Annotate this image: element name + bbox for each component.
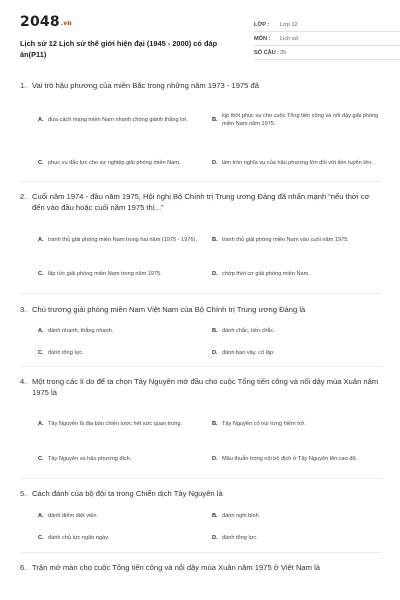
meta-value: Lớp 12 (280, 21, 298, 28)
meta-label: SỐ CÂU : (254, 49, 280, 56)
question-3 (20, 304, 382, 315)
option-d[interactable] (212, 447, 384, 471)
option-text: làm tròn nghĩa vụ của hậu phương lớn đối với tiền tuyến lớn. (222, 159, 373, 166)
option-a[interactable] (38, 511, 198, 521)
question-text: Cách đánh của bộ đội ta trong Chiến dịch Tây Nguyên là (32, 489, 223, 498)
question-divider (20, 478, 382, 479)
question-number: 4. (20, 377, 27, 386)
option-a[interactable] (38, 228, 198, 252)
question-number: 1. (20, 81, 27, 90)
meta-label: LỚP : (254, 21, 270, 28)
option-a[interactable] (38, 108, 198, 132)
option-text: tranh thủ giải phóng miền Nam trong hai năm (1975 - 1976). (48, 236, 197, 243)
option-d[interactable] (212, 151, 384, 175)
option-c[interactable] (38, 348, 198, 358)
option-c[interactable] (38, 453, 198, 465)
option-letter: C. (38, 159, 44, 166)
option-letter: C. (38, 349, 44, 356)
option-d[interactable] (212, 262, 384, 286)
option-c[interactable] (38, 262, 198, 286)
question-number: 5. (20, 489, 27, 498)
meta-value: 35 (280, 49, 287, 56)
question-text: Chủ trương giải phóng miền Nam Việt Nam của Bộ Chính trị Trung ương Đảng là (32, 305, 306, 314)
option-letter: B. (212, 236, 218, 243)
option-letter: C. (38, 270, 44, 277)
option-letter: B. (212, 116, 218, 123)
option-letter: D. (212, 159, 218, 166)
option-a[interactable] (38, 326, 198, 336)
question-divider (20, 293, 382, 294)
option-letter: C. (38, 455, 44, 462)
question-4 (20, 376, 382, 398)
option-letter: A. (38, 236, 44, 243)
question-5 (20, 488, 382, 499)
option-d[interactable] (212, 348, 384, 358)
option-text: đưa cách mạng miền Nam nhanh chóng giành thắng lợi. (48, 116, 188, 123)
option-text: phục vụ đắc lực cho sự nghiệp giải phóng miền Nam. (48, 159, 181, 166)
option-letter: B. (212, 327, 218, 334)
question-text: Một trong các lí do để ta chọn Tây Nguyên mở đầu cho cuộc Tổng tiến công và nổi dậy mùa Xuân năm 1975 là (32, 377, 379, 397)
logo-main: 2048 (20, 14, 60, 30)
question-1 (20, 80, 382, 91)
question-number: 2. (20, 192, 27, 201)
logo-suffix: .vn (60, 20, 72, 27)
question-stem (20, 562, 382, 573)
option-text: đánh chủ lực ngăn ngày. (48, 534, 110, 541)
option-a[interactable] (38, 412, 198, 436)
option-letter: B. (212, 420, 218, 427)
question-stem (20, 80, 382, 91)
document-header (20, 14, 382, 60)
option-letter: A. (38, 420, 44, 427)
option-text: kịp thời phục vụ cho cuộc Tổng tiến công và nổi dậy giải phóng miền Nam năm 1975. (222, 112, 379, 127)
option-b[interactable] (212, 104, 384, 136)
question-2 (20, 191, 382, 213)
option-letter: D. (212, 270, 218, 277)
option-d[interactable] (212, 533, 384, 543)
option-text: Tây Nguyên xa hậu phương địch. (48, 455, 132, 462)
meta-value: Lịch sử (280, 35, 299, 42)
document-title: Lịch sử 12 Lịch sử thế giới hiện đại (1945 - 2000) có đáp án(P11) (20, 39, 218, 59)
option-text: đánh tổng lực. (222, 534, 258, 541)
meta-label: MÔN : (254, 35, 271, 42)
question-stem (20, 304, 382, 315)
option-text: Tây Nguyên có núi rừng hiểm trở. (222, 420, 306, 427)
option-letter: A. (38, 116, 44, 123)
option-c[interactable] (38, 151, 198, 175)
document-meta (254, 18, 400, 60)
option-b[interactable] (212, 418, 384, 430)
option-text: lập tức giải phóng miền Nam trong năm 1975. (48, 270, 162, 277)
question-number: 6. (20, 563, 27, 572)
option-b[interactable] (212, 228, 384, 252)
option-letter: B. (212, 512, 218, 519)
question-6 (20, 562, 382, 573)
option-letter: D. (212, 349, 218, 356)
meta-row-count (254, 46, 400, 60)
option-letter: D. (212, 534, 218, 541)
meta-row-class (254, 18, 400, 32)
option-letter: C. (38, 534, 44, 541)
option-b[interactable] (212, 511, 384, 521)
option-letter: A. (38, 512, 44, 519)
option-text: tranh thủ giải phóng miền Nam vào cuối năm 1975. (222, 236, 349, 243)
site-logo[interactable] (20, 14, 72, 30)
question-divider (20, 552, 382, 553)
option-text: đánh chắc, tiến chắc. (222, 327, 275, 334)
question-text: Trận mở màn cho cuộc Tổng tiến công và nổi dậy mùa Xuân năm 1975 ở Việt Nam là (32, 563, 320, 572)
meta-row-subject (254, 32, 400, 46)
option-text: đánh nghi binh (222, 512, 259, 519)
option-text: đánh nhanh, thắng nhanh. (48, 327, 114, 334)
option-text: chớp thời cơ giải phóng miền Nam. (222, 270, 310, 277)
question-stem (20, 488, 382, 499)
question-divider (20, 181, 382, 182)
option-c[interactable] (38, 533, 198, 543)
option-letter: A. (38, 327, 44, 334)
option-text: đánh tổng lực. (48, 349, 84, 356)
question-text: Vai trò hậu phương của miền Bắc trong những năm 1973 - 1975 đã (32, 81, 259, 90)
question-stem (20, 376, 382, 398)
question-number: 3. (20, 305, 27, 314)
question-stem (20, 191, 382, 213)
option-text: Tây Nguyên là địa bàn chiến lược hết sức quan trọng. (48, 420, 182, 427)
question-text: Cuối năm 1974 - đầu năm 1975, Hội nghị Bộ Chính trị Trung ương Đảng đã nhấn mạnh “nếu thời cơ đến vào đầu hoặc cuối năm 1975 thì...” (32, 192, 370, 212)
option-letter: D. (212, 455, 218, 462)
option-text: Mâu thuẫn trong nội bộ địch ở Tây Nguyên lên cao độ. (222, 455, 358, 462)
option-text: đánh điểm diệt viện. (48, 512, 99, 519)
option-text: đánh bao vây, cô lập. (222, 349, 275, 356)
question-divider (20, 366, 382, 367)
option-b[interactable] (212, 326, 384, 336)
